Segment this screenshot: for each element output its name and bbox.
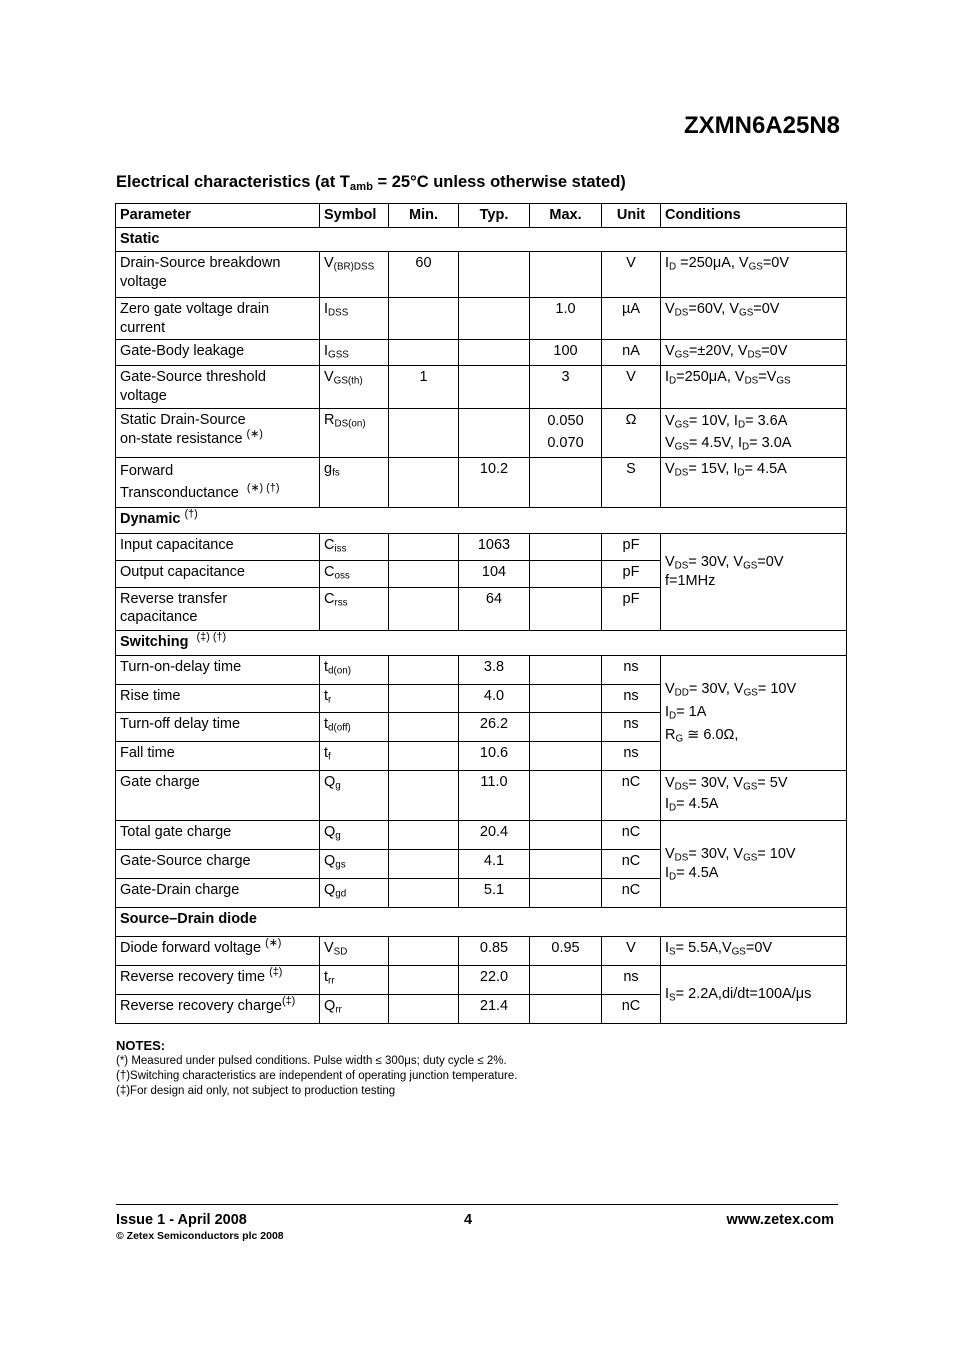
typ-cell: 0.85	[459, 936, 530, 965]
min-cell	[389, 587, 459, 630]
typ-cell	[459, 340, 530, 366]
conditions-cell: $V_{DS}= 30V$, $V_{GS}= 5V$ $I_D= 4.5A$	[661, 770, 847, 820]
conditions-cell: $I_S= 5.5A,V_{GS}=0V$	[661, 936, 847, 965]
max-cell: 0.050 0.070	[530, 409, 602, 458]
unit-cell: ns	[602, 655, 661, 684]
symbol-cell: $V_{SD}$	[320, 936, 389, 965]
table-row	[116, 251, 847, 297]
conditions-cell: $V_{DS}= 30V$, $V_{GS}=0V$ f=1MHz	[661, 533, 847, 630]
min-cell	[389, 741, 459, 770]
table-row	[116, 366, 847, 409]
param-cell: Gate-Source threshold voltage	[116, 366, 320, 409]
unit-cell: ns	[602, 684, 661, 712]
min-cell	[389, 936, 459, 965]
conditions-cell: $V_{DS}=60V$, $V_{GS}=0V$	[661, 297, 847, 340]
symbol-cell: $V_{(BR)DSS}$	[320, 251, 389, 297]
symbol-cell: $C_{oss}$	[320, 560, 389, 587]
typ-cell: 20.4	[459, 820, 530, 849]
param-cell: Total gate charge	[116, 820, 320, 849]
min-cell	[389, 965, 459, 994]
symbol-cell: $R_{DS(on)}$	[320, 409, 389, 458]
max-cell	[530, 684, 602, 712]
table-row	[116, 655, 847, 684]
min-cell	[389, 297, 459, 340]
typ-cell: 10.2	[459, 457, 530, 507]
symbol-cell: $C_{iss}$	[320, 533, 389, 560]
param-cell: Gate charge	[116, 770, 320, 820]
max-cell	[530, 560, 602, 587]
unit-cell: S	[602, 457, 661, 507]
param-cell: Reverse recovery charge(‡)	[116, 994, 320, 1023]
param-cell: Turn-off delay time	[116, 712, 320, 741]
min-cell	[389, 878, 459, 907]
header-symbol: Symbol	[320, 204, 389, 228]
unit-cell: nC	[602, 849, 661, 878]
header-typ: Typ.	[459, 204, 530, 228]
symbol-cell: $I_{GSS}$	[320, 340, 389, 366]
notes	[116, 1038, 517, 1099]
min-cell	[389, 712, 459, 741]
part-number: ZXMN6A25N8	[683, 112, 840, 139]
min-cell	[389, 457, 459, 507]
max-cell	[530, 770, 602, 820]
typ-cell	[459, 251, 530, 297]
symbol-cell: $t_{d(off)}$	[320, 712, 389, 741]
unit-cell: nA	[602, 340, 661, 366]
table-row	[116, 297, 847, 340]
table-row	[116, 936, 847, 965]
param-cell: Input capacitance	[116, 533, 320, 560]
header-row	[116, 204, 847, 228]
param-cell: Reverse transfer capacitance	[116, 587, 320, 630]
header-min: Min.	[389, 204, 459, 228]
conditions-cell: $V_{DD}= 30V$, $V_{GS}= 10V$ $I_D= 1A$ $R_G$ ≅ 6.0Ω,	[661, 655, 847, 770]
param-cell: Diode forward voltage (∗)	[116, 936, 320, 965]
typ-cell: 10.6	[459, 741, 530, 770]
section-heading: Electrical characteristics (at $T_{amb} = 25^\circ C$ unless otherwise stated)	[116, 173, 626, 193]
footer-copyright: © Zetex Semiconductors plc 2008	[116, 1230, 284, 1242]
param-cell: Gate-Source charge	[116, 849, 320, 878]
typ-cell: 22.0	[459, 965, 530, 994]
typ-cell: 5.1	[459, 878, 530, 907]
unit-cell: pF	[602, 587, 661, 630]
typ-cell	[459, 409, 530, 458]
table-row	[116, 770, 847, 820]
symbol-cell: $g_{fs}$	[320, 457, 389, 507]
page-number: 4	[464, 1212, 473, 1228]
unit-cell: ns	[602, 741, 661, 770]
max-cell	[530, 820, 602, 849]
param-cell: Static Drain-Source on-state resistance (∗)	[116, 409, 320, 458]
min-cell	[389, 684, 459, 712]
conditions-cell: $V_{DS}= 15V$, $I_D= 4.5A$	[661, 457, 847, 507]
electrical-characteristics-table	[115, 203, 847, 1024]
min-cell	[389, 849, 459, 878]
min-cell: 1	[389, 366, 459, 409]
section-static: Static	[116, 227, 847, 251]
unit-cell: V	[602, 936, 661, 965]
conditions-cell: $V_{GS}=\pm 20V$, $V_{DS}=0V$	[661, 340, 847, 366]
typ-cell: 3.8	[459, 655, 530, 684]
footer-url[interactable]: www.zetex.com	[726, 1212, 834, 1228]
unit-cell: µA	[602, 297, 661, 340]
typ-cell: 21.4	[459, 994, 530, 1023]
max-cell	[530, 994, 602, 1023]
typ-cell	[459, 297, 530, 340]
table-row	[116, 340, 847, 366]
conditions-cell: $I_D =250\mu A$, $V_{GS}=0V$	[661, 251, 847, 297]
min-cell: 60	[389, 251, 459, 297]
param-cell: Zero gate voltage drain current	[116, 297, 320, 340]
conditions-cell: $I_D=250\mu A$, $V_{DS}=V_{GS}$	[661, 366, 847, 409]
min-cell	[389, 409, 459, 458]
param-cell: Turn-on-delay time	[116, 655, 320, 684]
footer-divider	[116, 1204, 838, 1205]
symbol-cell: $V_{GS(th)}$	[320, 366, 389, 409]
max-cell	[530, 849, 602, 878]
max-cell	[530, 533, 602, 560]
conditions-cell: $I_S= 2.2A,di/dt=100A/\mu s$	[661, 965, 847, 1023]
section-dynamic: Dynamic (†)	[116, 507, 847, 533]
symbol-cell: $t_r$	[320, 684, 389, 712]
typ-cell: 64	[459, 587, 530, 630]
symbol-cell: $t_f$	[320, 741, 389, 770]
section-source-drain-diode: Source–Drain diode	[116, 907, 847, 936]
min-cell	[389, 340, 459, 366]
symbol-cell: $t_{rr}$	[320, 965, 389, 994]
conditions-cell: $V_{DS}= 30V$, $V_{GS}= 10V$ $I_D= 4.5A$	[661, 820, 847, 907]
header-max: Max.	[530, 204, 602, 228]
symbol-cell: $Q_{gd}$	[320, 878, 389, 907]
unit-cell: V	[602, 251, 661, 297]
typ-cell: 4.0	[459, 684, 530, 712]
unit-cell: nC	[602, 994, 661, 1023]
unit-cell: nC	[602, 770, 661, 820]
symbol-cell: $Q_g$	[320, 820, 389, 849]
note-item: (†)Switching characteristics are independent of operating junction temperature.	[116, 1070, 518, 1082]
header-parameter: Parameter	[116, 204, 320, 228]
unit-cell: pF	[602, 533, 661, 560]
max-cell	[530, 251, 602, 297]
note-item: (*) Measured under pulsed conditions. Pulse width ≤ 300μs; duty cycle ≤ 2%.	[116, 1055, 507, 1067]
min-cell	[389, 560, 459, 587]
max-cell: 100	[530, 340, 602, 366]
typ-cell: 104	[459, 560, 530, 587]
min-cell	[389, 770, 459, 820]
table-row	[116, 533, 847, 560]
max-cell	[530, 655, 602, 684]
note-item: (‡)For design aid only, not subject to production testing	[116, 1085, 396, 1097]
unit-cell: pF	[602, 560, 661, 587]
param-cell: Output capacitance	[116, 560, 320, 587]
conditions-cell: $V_{GS}= 10V$, $I_D= 3.6A$ $V_{GS}= 4.5V$, $I_D= 3.0A$	[661, 409, 847, 458]
typ-cell: 11.0	[459, 770, 530, 820]
max-cell: 1.0	[530, 297, 602, 340]
unit-cell: V	[602, 366, 661, 409]
unit-cell: Ω	[602, 409, 661, 458]
param-cell: Gate-Drain charge	[116, 878, 320, 907]
table-row	[116, 820, 847, 849]
min-cell	[389, 533, 459, 560]
min-cell	[389, 994, 459, 1023]
min-cell	[389, 820, 459, 849]
symbol-cell: $I_{DSS}$	[320, 297, 389, 340]
max-cell	[530, 587, 602, 630]
symbol-cell: $Q_g$	[320, 770, 389, 820]
unit-cell: ns	[602, 712, 661, 741]
param-cell: Reverse recovery time (‡)	[116, 965, 320, 994]
symbol-cell: $Q_{rr}$	[320, 994, 389, 1023]
table-row	[116, 409, 847, 458]
symbol-cell: $t_{d(on)}$	[320, 655, 389, 684]
table-row	[116, 965, 847, 994]
unit-cell: ns	[602, 965, 661, 994]
max-cell	[530, 457, 602, 507]
param-cell: Forward Transconductance (∗) (†)	[116, 457, 320, 507]
min-cell	[389, 655, 459, 684]
header-unit: Unit	[602, 204, 661, 228]
max-cell: 3	[530, 366, 602, 409]
unit-cell: nC	[602, 878, 661, 907]
param-cell: Drain-Source breakdown voltage	[116, 251, 320, 297]
symbol-cell: $C_{rss}$	[320, 587, 389, 630]
typ-cell	[459, 366, 530, 409]
param-cell: Rise time	[116, 684, 320, 712]
max-cell: 0.95	[530, 936, 602, 965]
unit-cell: nC	[602, 820, 661, 849]
typ-cell: 1063	[459, 533, 530, 560]
typ-cell: 26.2	[459, 712, 530, 741]
param-cell: Fall time	[116, 741, 320, 770]
param-cell: Gate-Body leakage	[116, 340, 320, 366]
notes-title: NOTES:	[116, 1038, 166, 1053]
max-cell	[530, 878, 602, 907]
section-switching: Switching (‡) (†)	[116, 630, 847, 655]
max-cell	[530, 712, 602, 741]
table-row	[116, 457, 847, 507]
max-cell	[530, 741, 602, 770]
footer-issue: Issue 1 - April 2008	[116, 1212, 247, 1228]
header-conditions: Conditions	[661, 204, 847, 228]
typ-cell: 4.1	[459, 849, 530, 878]
symbol-cell: $Q_{gs}$	[320, 849, 389, 878]
max-cell	[530, 965, 602, 994]
